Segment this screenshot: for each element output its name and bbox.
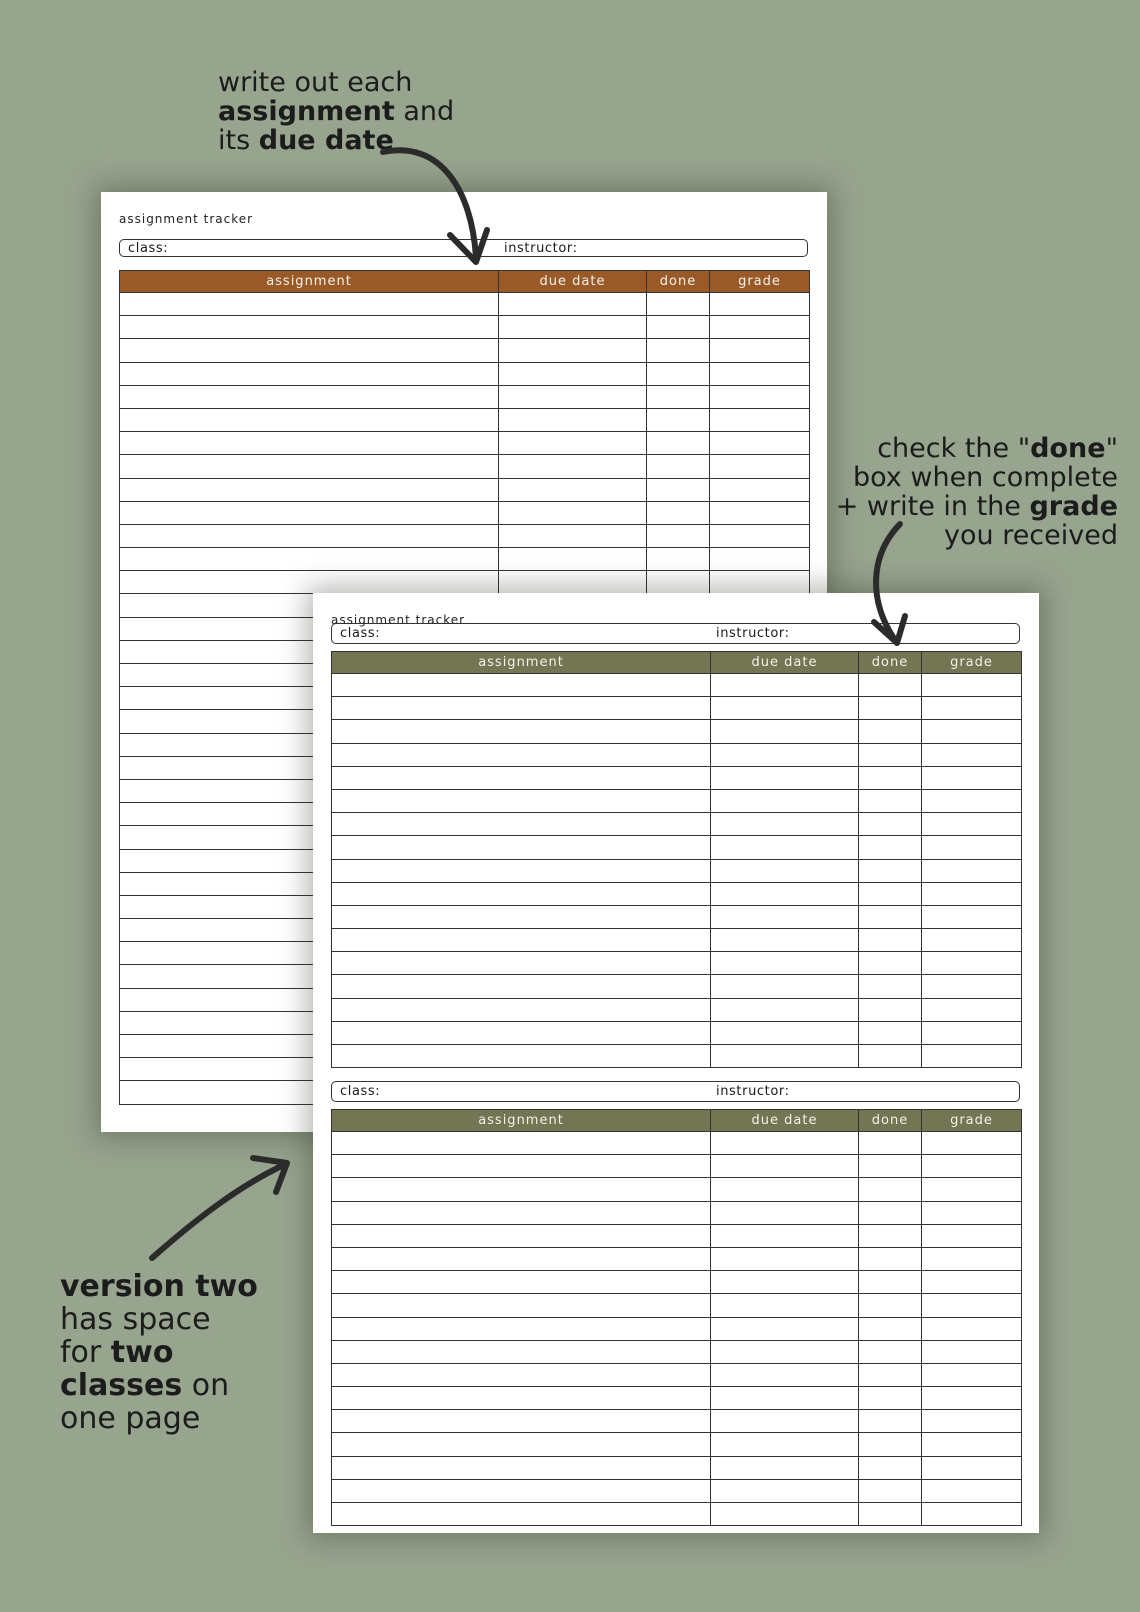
table-row (332, 813, 1022, 836)
done-cell[interactable] (647, 362, 710, 385)
assignment-cell[interactable] (332, 1132, 711, 1155)
grade-cell[interactable] (922, 697, 1022, 720)
grade-cell[interactable] (922, 1456, 1022, 1479)
done-cell[interactable] (647, 548, 710, 571)
done-cell[interactable] (647, 385, 710, 408)
callout-text: check the " (877, 433, 1031, 464)
instructor-label: instructor: (716, 1084, 790, 1099)
done-cell[interactable] (859, 766, 922, 789)
table-row (332, 1271, 1022, 1294)
column-header-due-date: due date (711, 1110, 859, 1132)
assignment-cell[interactable] (332, 1201, 711, 1224)
assignment-cell[interactable] (332, 929, 711, 952)
callout-assignment-due-date (218, 68, 454, 155)
grade-cell[interactable] (922, 859, 1022, 882)
due-date-cell[interactable] (711, 1155, 859, 1178)
done-cell[interactable] (647, 478, 710, 501)
table-row (332, 789, 1022, 812)
callout-line (836, 492, 1118, 521)
due-date-cell[interactable] (711, 1247, 859, 1270)
due-date-cell[interactable] (711, 1340, 859, 1363)
table-row (332, 743, 1022, 766)
table-row (332, 1317, 1022, 1340)
done-cell[interactable] (859, 859, 922, 882)
due-date-cell[interactable] (711, 1294, 859, 1317)
assignment-cell[interactable] (332, 1247, 711, 1270)
table-row (332, 1178, 1022, 1201)
table-row (332, 1132, 1022, 1155)
callout-text: one page (60, 1401, 201, 1436)
assignment-cell[interactable] (332, 1503, 711, 1526)
instructor-label: instructor: (716, 626, 790, 641)
due-date-cell[interactable] (499, 432, 647, 455)
grade-cell[interactable] (922, 1045, 1022, 1068)
instructor-label: instructor: (504, 241, 578, 256)
due-date-cell[interactable] (499, 524, 647, 547)
done-cell[interactable] (859, 720, 922, 743)
table-row (120, 432, 810, 455)
assignment-cell[interactable] (120, 455, 499, 478)
class-label: class: (340, 626, 381, 641)
done-cell[interactable] (859, 1178, 922, 1201)
class-label: class: (340, 1084, 381, 1099)
done-cell[interactable] (859, 1224, 922, 1247)
arrow-head-version-two-icon (253, 1158, 287, 1192)
done-cell[interactable] (859, 743, 922, 766)
assignment-cell[interactable] (332, 743, 711, 766)
done-cell[interactable] (647, 339, 710, 362)
due-date-cell[interactable] (711, 674, 859, 697)
grade-cell[interactable] (922, 674, 1022, 697)
callout-emphasis: two (110, 1335, 174, 1370)
due-date-cell[interactable] (499, 548, 647, 571)
assignment-cell[interactable] (332, 1456, 711, 1479)
assignment-cell[interactable] (332, 1178, 711, 1201)
callout-emphasis: done (1030, 433, 1106, 464)
table-row (332, 1363, 1022, 1386)
done-cell[interactable] (859, 998, 922, 1021)
grade-cell[interactable] (922, 1224, 1022, 1247)
done-cell[interactable] (859, 1021, 922, 1044)
column-header-grade: grade (922, 652, 1022, 674)
assignment-cell[interactable] (332, 720, 711, 743)
done-cell[interactable] (647, 455, 710, 478)
grade-cell[interactable] (922, 905, 1022, 928)
grade-cell[interactable] (710, 293, 810, 316)
table-row (332, 1294, 1022, 1317)
assignment-cell[interactable] (332, 674, 711, 697)
done-cell[interactable] (859, 697, 922, 720)
due-date-cell[interactable] (711, 1271, 859, 1294)
due-date-cell[interactable] (499, 455, 647, 478)
sheet-title: assignment tracker (119, 212, 254, 226)
assignment-cell[interactable] (332, 1317, 711, 1340)
callout-emphasis: assignment (218, 96, 395, 127)
due-date-cell[interactable] (711, 1201, 859, 1224)
grade-cell[interactable] (922, 1132, 1022, 1155)
grade-cell[interactable] (710, 455, 810, 478)
assignment-table (331, 1109, 1022, 1526)
table-row (120, 548, 810, 571)
table-row (332, 720, 1022, 743)
grade-cell[interactable] (922, 720, 1022, 743)
grade-cell[interactable] (922, 1340, 1022, 1363)
due-date-cell[interactable] (711, 743, 859, 766)
assignment-cell[interactable] (332, 998, 711, 1021)
due-date-cell[interactable] (499, 478, 647, 501)
grade-cell[interactable] (710, 432, 810, 455)
due-date-cell[interactable] (499, 501, 647, 524)
grade-cell[interactable] (710, 524, 810, 547)
grade-cell[interactable] (922, 1271, 1022, 1294)
due-date-cell[interactable] (499, 408, 647, 431)
grade-cell[interactable] (922, 1387, 1022, 1410)
grade-cell[interactable] (922, 952, 1022, 975)
table-row (332, 882, 1022, 905)
table-row (120, 524, 810, 547)
grade-cell[interactable] (710, 478, 810, 501)
assignment-cell[interactable] (332, 1294, 711, 1317)
column-header-grade: grade (710, 271, 810, 293)
table-row (332, 1045, 1022, 1068)
callout-line (60, 1336, 258, 1369)
assignment-cell[interactable] (120, 571, 499, 594)
table-row (120, 385, 810, 408)
due-date-cell[interactable] (711, 952, 859, 975)
table-row (332, 1155, 1022, 1178)
grade-cell[interactable] (710, 408, 810, 431)
assignment-cell[interactable] (332, 697, 711, 720)
done-cell[interactable] (859, 674, 922, 697)
callout-emphasis: grade (1029, 491, 1118, 522)
done-cell[interactable] (859, 929, 922, 952)
done-cell[interactable] (859, 1363, 922, 1386)
callout-line (60, 1369, 258, 1402)
due-date-cell[interactable] (711, 1132, 859, 1155)
class-info-box (119, 239, 808, 257)
due-date-cell[interactable] (711, 1479, 859, 1502)
table-row (332, 905, 1022, 928)
table-row (120, 362, 810, 385)
callout-text: box when complete (852, 462, 1118, 493)
assignment-cell[interactable] (332, 882, 711, 905)
done-cell[interactable] (859, 1317, 922, 1340)
assignment-cell[interactable] (120, 501, 499, 524)
due-date-cell[interactable] (711, 859, 859, 882)
done-cell[interactable] (859, 1479, 922, 1502)
table-row (332, 1410, 1022, 1433)
done-cell[interactable] (859, 1456, 922, 1479)
callout-line (60, 1270, 258, 1303)
table-row (332, 1503, 1022, 1526)
done-cell[interactable] (859, 1201, 922, 1224)
grade-cell[interactable] (922, 1155, 1022, 1178)
column-header-due-date: due date (499, 271, 647, 293)
column-header-assignment: assignment (120, 271, 499, 293)
done-cell[interactable] (647, 571, 710, 594)
callout-done-grade (836, 434, 1118, 550)
done-cell[interactable] (859, 1503, 922, 1526)
assignment-cell[interactable] (120, 408, 499, 431)
grade-cell[interactable] (922, 998, 1022, 1021)
callout-line (836, 434, 1118, 463)
callout-emphasis: version two (60, 1269, 258, 1304)
due-date-cell[interactable] (711, 789, 859, 812)
grade-cell[interactable] (710, 362, 810, 385)
assignment-cell[interactable] (332, 1340, 711, 1363)
due-date-cell[interactable] (711, 1363, 859, 1386)
callout-emphasis: due date (258, 125, 394, 156)
callout-text: write out each (218, 67, 413, 98)
due-date-cell[interactable] (711, 1178, 859, 1201)
due-date-cell[interactable] (499, 385, 647, 408)
grade-cell[interactable] (922, 1503, 1022, 1526)
assignment-cell[interactable] (332, 789, 711, 812)
grade-cell[interactable] (922, 1247, 1022, 1270)
tracker-sheet-version-two (313, 593, 1039, 1533)
done-cell[interactable] (859, 952, 922, 975)
done-cell[interactable] (647, 408, 710, 431)
table-row (332, 1247, 1022, 1270)
callout-line (836, 521, 1118, 550)
due-date-cell[interactable] (711, 720, 859, 743)
assignment-cell[interactable] (120, 339, 499, 362)
table-row (332, 1456, 1022, 1479)
due-date-cell[interactable] (711, 836, 859, 859)
table-row (332, 1224, 1022, 1247)
table-row (332, 929, 1022, 952)
assignment-cell[interactable] (332, 1271, 711, 1294)
assignment-cell[interactable] (120, 478, 499, 501)
assignment-cell[interactable] (332, 1433, 711, 1456)
done-cell[interactable] (647, 432, 710, 455)
due-date-cell[interactable] (711, 1410, 859, 1433)
grade-cell[interactable] (922, 813, 1022, 836)
grade-cell[interactable] (922, 836, 1022, 859)
class-info-box (331, 1081, 1020, 1102)
table-row (332, 859, 1022, 882)
grade-cell[interactable] (922, 929, 1022, 952)
column-header-done: done (859, 1110, 922, 1132)
done-cell[interactable] (859, 1271, 922, 1294)
assignment-cell[interactable] (120, 316, 499, 339)
done-cell[interactable] (647, 501, 710, 524)
assignment-cell[interactable] (332, 1155, 711, 1178)
grade-cell[interactable] (710, 501, 810, 524)
done-cell[interactable] (859, 1155, 922, 1178)
assignment-cell[interactable] (332, 1479, 711, 1502)
table-row (332, 836, 1022, 859)
grade-cell[interactable] (922, 1433, 1022, 1456)
grade-cell[interactable] (922, 1317, 1022, 1340)
due-date-cell[interactable] (711, 1317, 859, 1340)
callout-text: you received (944, 520, 1118, 551)
done-cell[interactable] (859, 1433, 922, 1456)
class-info-box (331, 623, 1020, 644)
assignment-cell[interactable] (332, 975, 711, 998)
column-header-assignment: assignment (332, 1110, 711, 1132)
done-cell[interactable] (859, 882, 922, 905)
assignment-cell[interactable] (120, 524, 499, 547)
done-cell[interactable] (859, 1387, 922, 1410)
assignment-table (331, 651, 1022, 1068)
due-date-cell[interactable] (711, 998, 859, 1021)
assignment-cell[interactable] (332, 1045, 711, 1068)
due-date-cell[interactable] (499, 571, 647, 594)
table-row (120, 293, 810, 316)
due-date-cell[interactable] (499, 316, 647, 339)
callout-line (836, 463, 1118, 492)
due-date-cell[interactable] (711, 1387, 859, 1410)
column-header-due-date: due date (711, 652, 859, 674)
callout-text: and (394, 96, 455, 127)
column-header-done: done (859, 652, 922, 674)
due-date-cell[interactable] (711, 1045, 859, 1068)
due-date-cell[interactable] (499, 362, 647, 385)
table-row (120, 478, 810, 501)
grade-cell[interactable] (710, 548, 810, 571)
assignment-cell[interactable] (120, 385, 499, 408)
grade-cell[interactable] (922, 1201, 1022, 1224)
callout-text: on (182, 1368, 230, 1403)
table-row (332, 697, 1022, 720)
done-cell[interactable] (647, 316, 710, 339)
done-cell[interactable] (859, 1294, 922, 1317)
table-row (332, 1387, 1022, 1410)
table-row (332, 1021, 1022, 1044)
grade-cell[interactable] (922, 766, 1022, 789)
assignment-cell[interactable] (332, 1224, 711, 1247)
callout-text: for (60, 1335, 111, 1370)
done-cell[interactable] (859, 1132, 922, 1155)
grade-cell[interactable] (922, 1021, 1022, 1044)
assignment-cell[interactable] (120, 362, 499, 385)
callout-line (218, 97, 454, 126)
assignment-cell[interactable] (120, 293, 499, 316)
assignment-cell[interactable] (332, 1021, 711, 1044)
due-date-cell[interactable] (711, 1503, 859, 1526)
done-cell[interactable] (859, 1045, 922, 1068)
callout-text: has space (60, 1302, 211, 1337)
due-date-cell[interactable] (711, 1433, 859, 1456)
assignment-cell[interactable] (332, 1387, 711, 1410)
done-cell[interactable] (859, 789, 922, 812)
done-cell[interactable] (859, 1410, 922, 1433)
due-date-cell[interactable] (711, 1021, 859, 1044)
done-cell[interactable] (647, 524, 710, 547)
table-row (332, 952, 1022, 975)
arrow-to-version-two-icon (152, 1164, 286, 1258)
assignment-cell[interactable] (332, 813, 711, 836)
assignment-cell[interactable] (332, 952, 711, 975)
grade-cell[interactable] (922, 1363, 1022, 1386)
due-date-cell[interactable] (711, 813, 859, 836)
table-row (332, 998, 1022, 1021)
table-row (120, 316, 810, 339)
done-cell[interactable] (859, 905, 922, 928)
assignment-cell[interactable] (120, 432, 499, 455)
due-date-cell[interactable] (711, 766, 859, 789)
table-row (332, 1479, 1022, 1502)
callout-version-two (60, 1270, 258, 1435)
grade-cell[interactable] (922, 1178, 1022, 1201)
table-row (120, 571, 810, 594)
due-date-cell[interactable] (711, 1456, 859, 1479)
column-header-assignment: assignment (332, 652, 711, 674)
grade-cell[interactable] (710, 316, 810, 339)
grade-cell[interactable] (710, 385, 810, 408)
assignment-cell[interactable] (332, 836, 711, 859)
due-date-cell[interactable] (711, 905, 859, 928)
grade-cell[interactable] (922, 1479, 1022, 1502)
table-row (120, 455, 810, 478)
grade-cell[interactable] (710, 571, 810, 594)
due-date-cell[interactable] (711, 975, 859, 998)
callout-line (218, 68, 454, 97)
grade-cell[interactable] (922, 789, 1022, 812)
assignment-cell[interactable] (332, 859, 711, 882)
table-row (120, 339, 810, 362)
callout-text: + write in the (835, 491, 1030, 522)
done-cell[interactable] (859, 813, 922, 836)
column-header-grade: grade (922, 1110, 1022, 1132)
table-row (332, 1433, 1022, 1456)
callout-emphasis: classes (60, 1368, 183, 1403)
class-label: class: (128, 241, 169, 256)
due-date-cell[interactable] (711, 1224, 859, 1247)
table-row (120, 408, 810, 431)
table-row (120, 501, 810, 524)
grade-cell[interactable] (922, 882, 1022, 905)
assignment-cell[interactable] (120, 548, 499, 571)
grade-cell[interactable] (922, 1410, 1022, 1433)
assignment-cell[interactable] (332, 766, 711, 789)
callout-line (60, 1303, 258, 1336)
callout-line (218, 126, 454, 155)
grade-cell[interactable] (922, 975, 1022, 998)
table-row (332, 975, 1022, 998)
grade-cell[interactable] (922, 1294, 1022, 1317)
assignment-cell[interactable] (332, 905, 711, 928)
grade-cell[interactable] (710, 339, 810, 362)
due-date-cell[interactable] (711, 929, 859, 952)
due-date-cell[interactable] (499, 293, 647, 316)
due-date-cell[interactable] (711, 697, 859, 720)
done-cell[interactable] (859, 975, 922, 998)
callout-text: its (218, 125, 259, 156)
sheet-title: assignment tracker (331, 613, 466, 627)
done-cell[interactable] (859, 1247, 922, 1270)
done-cell[interactable] (859, 836, 922, 859)
assignment-cell[interactable] (332, 1410, 711, 1433)
column-header-done: done (647, 271, 710, 293)
done-cell[interactable] (647, 293, 710, 316)
done-cell[interactable] (859, 1340, 922, 1363)
table-row (332, 674, 1022, 697)
table-row (332, 1201, 1022, 1224)
assignment-cell[interactable] (332, 1363, 711, 1386)
grade-cell[interactable] (922, 743, 1022, 766)
callout-line (60, 1402, 258, 1435)
callout-text: " (1105, 433, 1118, 464)
due-date-cell[interactable] (499, 339, 647, 362)
due-date-cell[interactable] (711, 882, 859, 905)
table-row (332, 1340, 1022, 1363)
table-row (332, 766, 1022, 789)
